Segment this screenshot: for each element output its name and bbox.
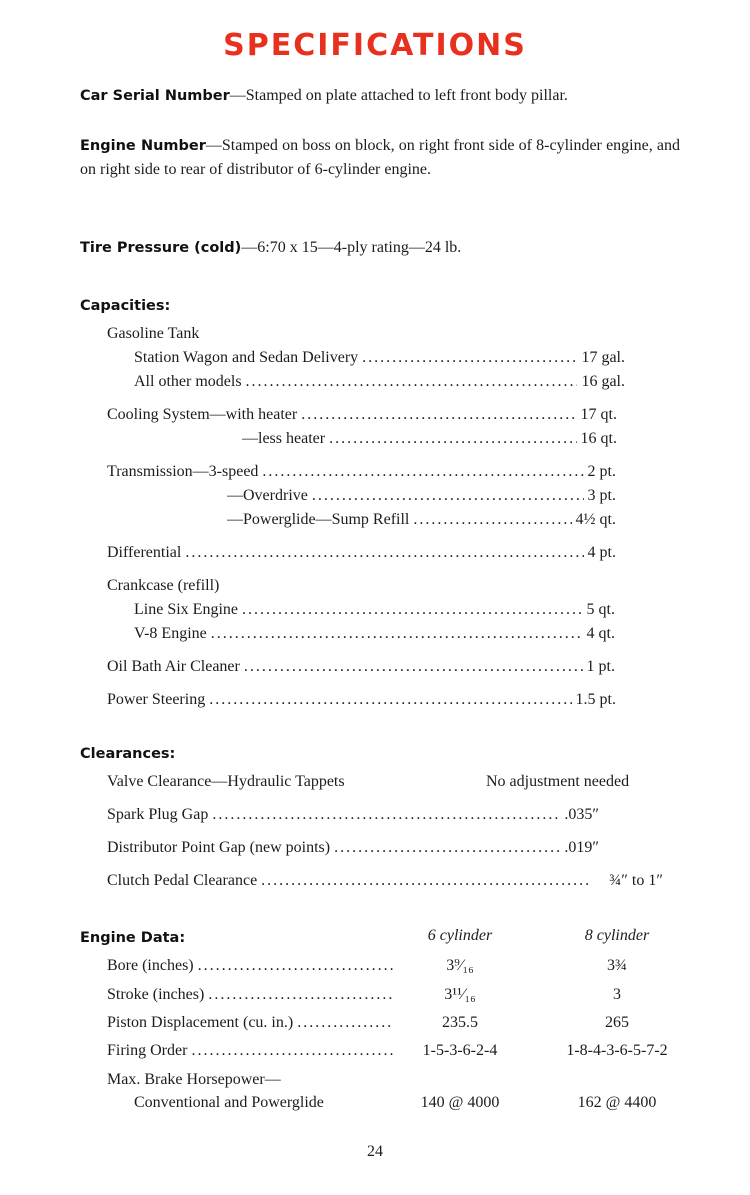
row-value: 17 qt. — [580, 406, 617, 423]
engine-number-text: —Stamped on boss on block, on right front side of 8-cylinder engine, and on right side to rear of distributor of 6-cylinder engine. — [80, 137, 680, 178]
clearance-row-spark-plug — [107, 806, 599, 824]
gasoline-tank-label: Gasoline Tank — [107, 325, 200, 342]
row-label: Transmission—3-speed — [107, 463, 259, 480]
capacities-heading: Capacities: — [80, 298, 171, 314]
row-value: .035″ — [564, 806, 599, 823]
row-value: 5 qt. — [586, 601, 615, 618]
capacity-row-all-other — [134, 373, 625, 391]
page-title: SPECIFICATIONS — [223, 28, 527, 63]
clearance-row-clutch — [107, 872, 663, 890]
valve-clearance-label: Valve Clearance—Hydraulic Tappets — [107, 773, 345, 790]
row-value: 4½ qt. — [575, 511, 616, 528]
tire-pressure-text: —6:70 x 15—4-ply rating—24 lb. — [241, 239, 462, 256]
leader-dots — [191, 1042, 393, 1060]
engine-row-firing-order — [107, 1042, 397, 1060]
row-label: Cooling System—with heater — [107, 406, 298, 423]
horsepower-6-cylinder: 140 @ 4000 — [420, 1094, 500, 1111]
capacity-row-trans-overdrive — [227, 487, 616, 505]
capacity-row-cooling-with — [107, 406, 617, 424]
row-label: Piston Displacement (cu. in.) — [107, 1014, 294, 1031]
displacement-6-cylinder: 235.5 — [442, 1014, 478, 1031]
capacity-row-v8 — [134, 625, 615, 643]
row-label: Spark Plug Gap — [107, 806, 209, 823]
bore-6-cylinder: 3⁹⁄₁₆ — [446, 957, 474, 974]
row-value: 3 pt. — [587, 487, 616, 504]
row-label: Station Wagon and Sedan Delivery — [134, 349, 359, 366]
leader-dots — [242, 601, 583, 619]
bore-8-cylinder: 3¾ — [607, 957, 627, 974]
capacity-row-station-wagon — [134, 349, 625, 367]
firing-order-8-cylinder: 1-8-4-3-6-5-7-2 — [566, 1042, 668, 1059]
row-label: Distributor Point Gap (new points) — [107, 839, 331, 856]
row-value: 2 pt. — [587, 463, 616, 480]
leader-dots — [262, 463, 583, 481]
engine-number-label: Engine Number — [80, 138, 206, 154]
row-label: All other models — [134, 373, 242, 390]
leader-dots — [246, 373, 578, 391]
row-label: Firing Order — [107, 1042, 188, 1059]
serial-number-text: —Stamped on plate attached to left front body pillar. — [229, 87, 568, 104]
conventional-powerglide-label: Conventional and Powerglide — [134, 1094, 324, 1111]
clearance-row-distributor — [107, 839, 599, 857]
row-value: 17 gal. — [581, 349, 625, 366]
column-header-6-cylinder: 6 cylinder — [427, 927, 493, 944]
serial-number-label: Car Serial Number — [80, 88, 230, 104]
leader-dots — [329, 430, 576, 448]
row-value: ¾″ to 1″ — [609, 872, 663, 889]
engine-number-paragraph — [80, 134, 680, 182]
row-label: —less heater — [242, 430, 326, 447]
horsepower-8-cylinder: 162 @ 4400 — [577, 1094, 657, 1111]
capacity-row-trans-3speed — [107, 463, 616, 481]
row-label: Oil Bath Air Cleaner — [107, 658, 240, 675]
capacity-row-trans-powerglide — [227, 511, 616, 529]
tire-pressure-paragraph — [80, 236, 680, 260]
engine-row-stroke — [107, 986, 397, 1004]
valve-clearance-value: No adjustment needed — [486, 773, 630, 790]
row-label: V-8 Engine — [134, 625, 207, 642]
leader-dots — [244, 658, 583, 676]
clearances-heading: Clearances: — [80, 746, 176, 762]
column-header-8-cylinder: 8 cylinder — [584, 927, 650, 944]
leader-dots — [211, 625, 583, 643]
leader-dots — [301, 406, 576, 424]
row-label: Line Six Engine — [134, 601, 238, 618]
leader-dots — [198, 957, 393, 975]
leader-dots — [212, 806, 560, 824]
row-label: Differential — [107, 544, 182, 561]
row-value: 16 gal. — [581, 373, 625, 390]
leader-dots — [261, 872, 591, 890]
row-label: Clutch Pedal Clearance — [107, 872, 258, 889]
row-value: 1 pt. — [586, 658, 615, 675]
engine-row-displacement — [107, 1014, 397, 1032]
row-value: .019″ — [564, 839, 599, 856]
serial-number-paragraph — [80, 84, 680, 108]
stroke-8-cylinder: 3 — [613, 986, 621, 1003]
crankcase-label: Crankcase (refill) — [107, 577, 220, 594]
firing-order-6-cylinder: 1-5-3-6-2-4 — [422, 1042, 498, 1059]
row-value: 4 pt. — [587, 544, 616, 561]
stroke-6-cylinder: 3¹¹⁄₁₆ — [444, 986, 476, 1003]
engine-row-bore — [107, 957, 397, 975]
leader-dots — [413, 511, 571, 529]
row-label: Bore (inches) — [107, 957, 194, 974]
displacement-8-cylinder: 265 — [605, 1014, 629, 1031]
capacity-row-differential — [107, 544, 616, 562]
leader-dots — [209, 691, 571, 709]
max-brake-horsepower-label: Max. Brake Horsepower— — [107, 1071, 281, 1088]
row-value: 1.5 pt. — [575, 691, 616, 708]
leader-dots — [334, 839, 560, 857]
row-label: —Powerglide—Sump Refill — [227, 511, 410, 528]
leader-dots — [297, 1014, 393, 1032]
row-value: 16 qt. — [580, 430, 617, 447]
capacity-row-oil-bath — [107, 658, 615, 676]
capacity-row-power-steering — [107, 691, 616, 709]
leader-dots — [185, 544, 583, 562]
leader-dots — [362, 349, 577, 367]
leader-dots — [208, 986, 393, 1004]
capacity-row-cooling-less — [242, 430, 617, 448]
leader-dots — [312, 487, 584, 505]
tire-pressure-label: Tire Pressure (cold) — [80, 240, 242, 256]
row-value: 4 qt. — [586, 625, 615, 642]
row-label: —Overdrive — [227, 487, 308, 504]
row-label: Power Steering — [107, 691, 206, 708]
row-label: Stroke (inches) — [107, 986, 205, 1003]
engine-data-heading: Engine Data: — [80, 930, 186, 946]
capacity-row-line-six — [134, 601, 615, 619]
page-number: 24 — [367, 1143, 383, 1160]
